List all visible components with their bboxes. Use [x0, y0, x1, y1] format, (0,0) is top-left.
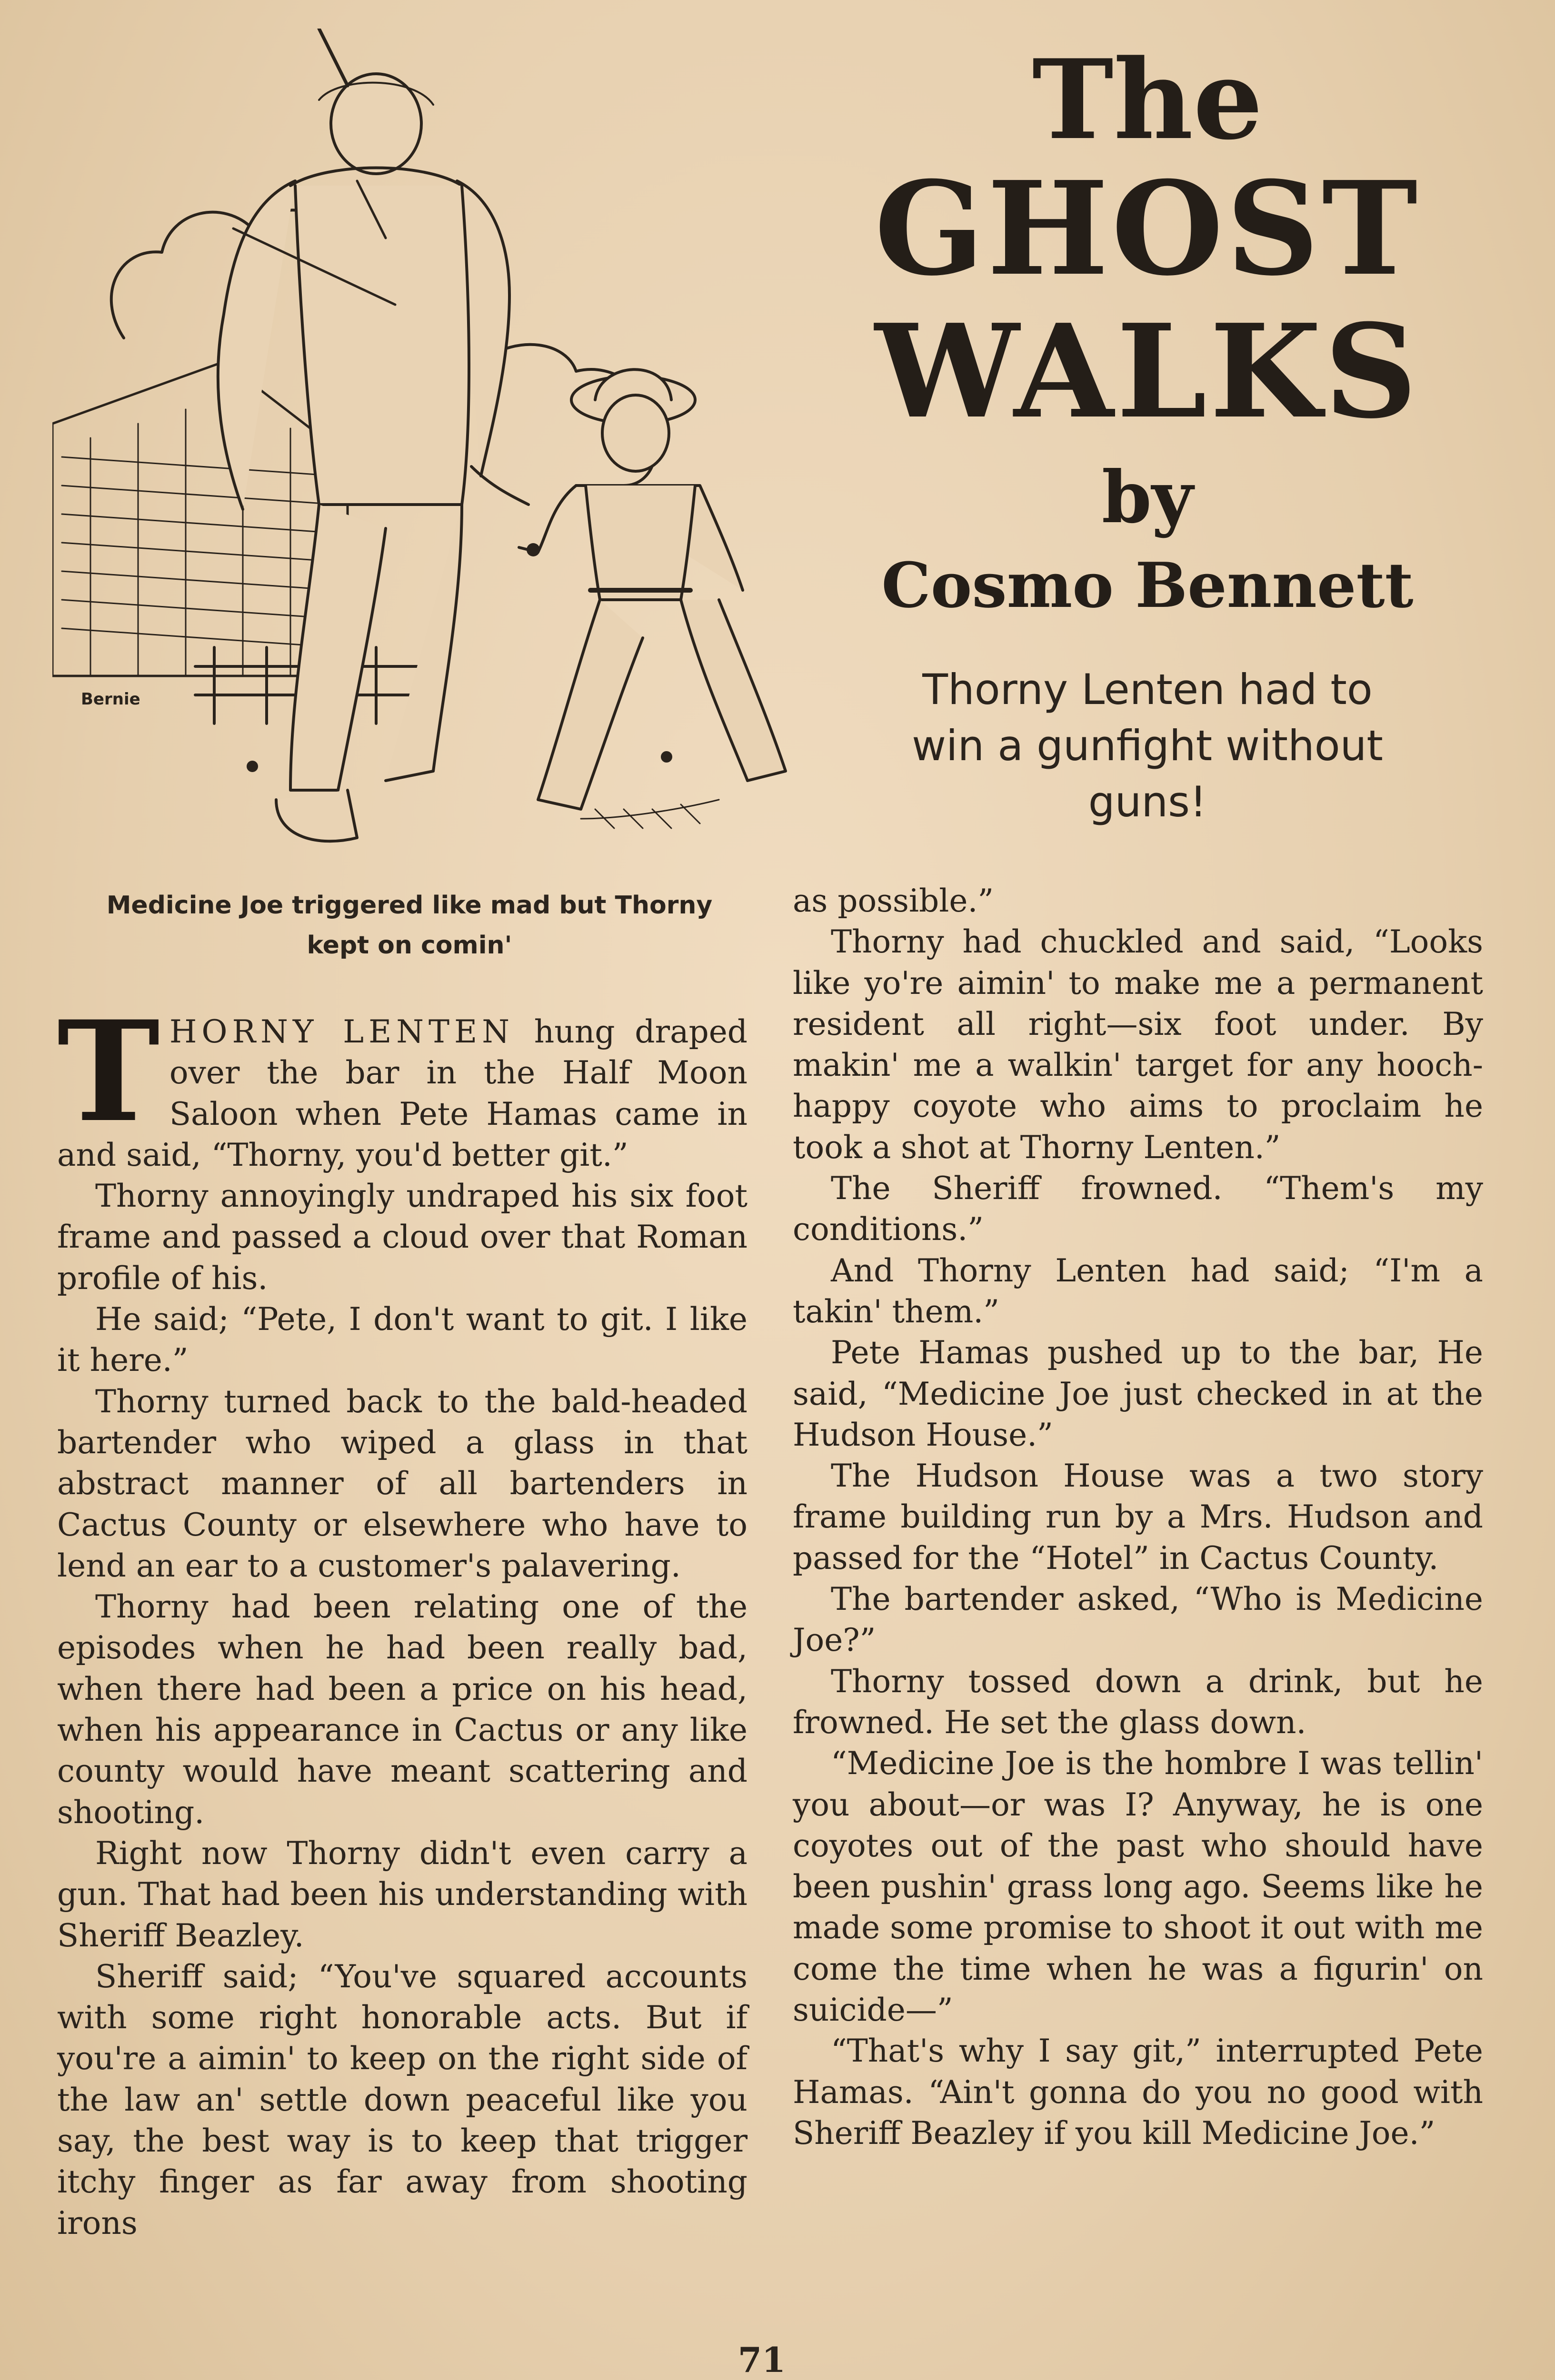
paragraph: Thorny turned back to the bald-headed bartender who wiped a glass in that abstract manner of all bartenders in Cactus County or elsewhere who have to lend an ear to a customer's palavering. [57, 1383, 748, 1584]
paragraph: The bartender asked, “Who is Medicine Joe?” [793, 1581, 1483, 1659]
left-text-column [57, 991, 748, 2244]
author-name: Cosmo Bennett [881, 549, 1414, 622]
paragraph [57, 991, 748, 1176]
paragraph: Thorny annoyingly undraped his six foot frame and passed a cloud over that Roman profile of his. [57, 1178, 748, 1297]
paragraph: Pete Hamas pushed up to the bar, He said, “Medicine Joe just checked in at the Hudson House.” [793, 1334, 1483, 1453]
paragraph: Sheriff said; “You've squared accounts with some right honorable acts. But if you're a aimin' to keep on the right side of the law an' settle down peaceful like you say, the best way is to keep that trigger itchy finger as far away from shooting irons [57, 1958, 748, 2241]
artist-signature: Bernie [81, 690, 140, 709]
paragraph: The Hudson House was a two story frame building run by a Mrs. Hudson and passed for the “Hotel” in Cactus County. [793, 1458, 1483, 1577]
story-tagline [847, 662, 1447, 830]
paragraph: Thorny tossed down a drink, but he frowned. He set the glass down. [793, 1663, 1483, 1741]
title-by: by [1101, 456, 1194, 539]
lead-caps: HORNY LENTEN [169, 1013, 514, 1050]
tagline-line-1: Thorny Lenten had to [922, 665, 1373, 714]
paragraph: And Thorny Lenten had said; “I'm a takin' them.” [793, 1252, 1483, 1330]
paragraph: “Medicine Joe is the hombre I was tellin' you about—or was I? Anyway, he is one coyotes out of the past who should have been pushin' grass long ago. Seems like he made some promise to shoot it out with me come the time when he was a figurin' on suicide—” [793, 1745, 1483, 2029]
paragraph: Thorny had chuckled and said, “Looks like yo're aimin' to make me a permanent resident all right—six foot under. By makin' me a walkin' target for any hooch-happy coyote who aims to proclaim he took a shot at Thorny Lenten.” [793, 923, 1483, 1166]
tagline-line-3: guns! [1088, 777, 1207, 826]
drop-cap: T [57, 991, 160, 1153]
paragraph: Thorny had been relating one of the episodes when he had been really bad, when there had been a price on his head, when his appearance in Cactus or any like county would have meant scattering and shooting. [57, 1588, 748, 1831]
title-walks: WALKS [875, 296, 1420, 447]
paragraph: He said; “Pete, I don't want to git. I like it here.” [57, 1301, 748, 1379]
story-title-block [800, 36, 1495, 628]
caption-line-2: kept on comin' [307, 931, 512, 960]
title-the: The [1032, 36, 1263, 164]
paragraph: “That's why I say git,” interrupted Pete Hamas. “Ain't gonna do you no good with Sheriff Beazley if you kill Medicine Joe.” [793, 2033, 1483, 2152]
right-text-column [793, 881, 1483, 2154]
gunfight-illustration [52, 29, 795, 871]
caption-line-1: Medicine Joe triggered like mad but Thorny [106, 891, 713, 920]
paragraph: Right now Thorny didn't even carry a gun. That had been his understanding with Sheriff Beazley. [57, 1835, 748, 1954]
paragraph: as possible.” [793, 883, 994, 919]
page-number: 71 [738, 2340, 786, 2380]
title-ghost: GHOST [874, 153, 1421, 304]
paragraph-text: hung draped over the bar in the Half Moon Saloon when Pete Hamas came in and said, “Thorny, you'd better git.” [57, 1013, 748, 1173]
illustration-caption [52, 885, 767, 965]
tagline-line-2: win a gunfight without [912, 721, 1383, 770]
paragraph: The Sheriff frowned. “Them's my conditions.” [793, 1170, 1483, 1248]
